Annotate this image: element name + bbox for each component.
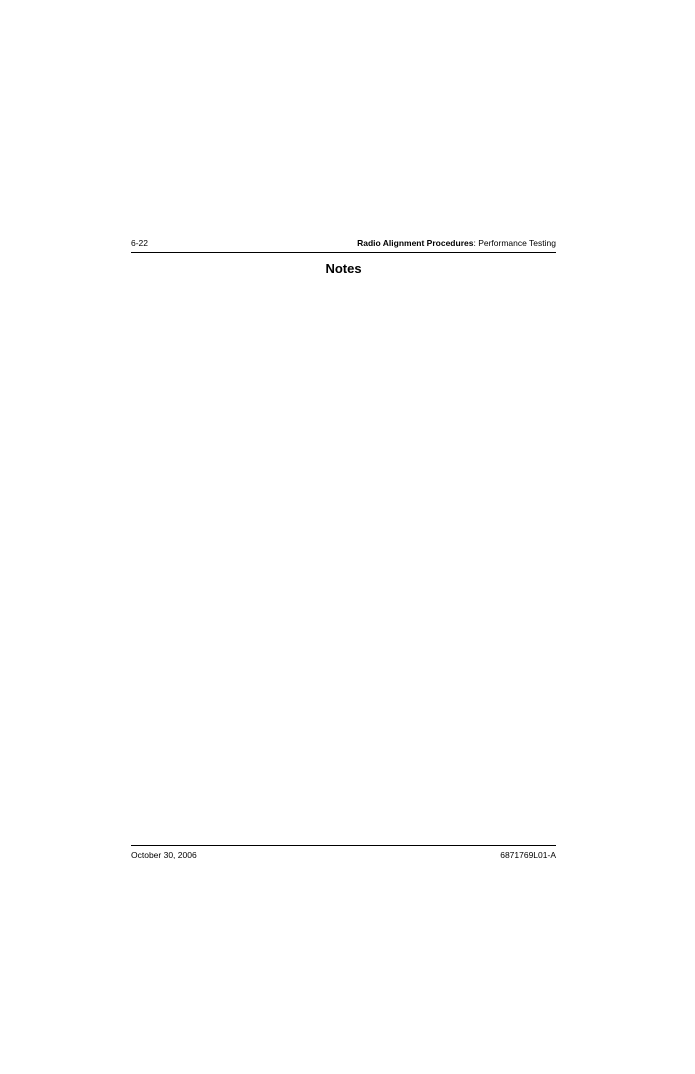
header-rule bbox=[131, 252, 556, 253]
footer-date: October 30, 2006 bbox=[131, 850, 197, 860]
page-header bbox=[131, 236, 556, 252]
running-head bbox=[357, 238, 556, 248]
title-separator: : bbox=[473, 238, 479, 248]
document-number: 6871769L01-A bbox=[500, 850, 556, 860]
page-number: 6-22 bbox=[131, 238, 149, 248]
section-title: Performance Testing bbox=[478, 238, 556, 248]
chapter-title: Radio Alignment Procedures bbox=[357, 238, 474, 248]
page-footer bbox=[131, 850, 556, 862]
notes-heading: Notes bbox=[325, 261, 362, 276]
footer-rule bbox=[131, 845, 556, 846]
